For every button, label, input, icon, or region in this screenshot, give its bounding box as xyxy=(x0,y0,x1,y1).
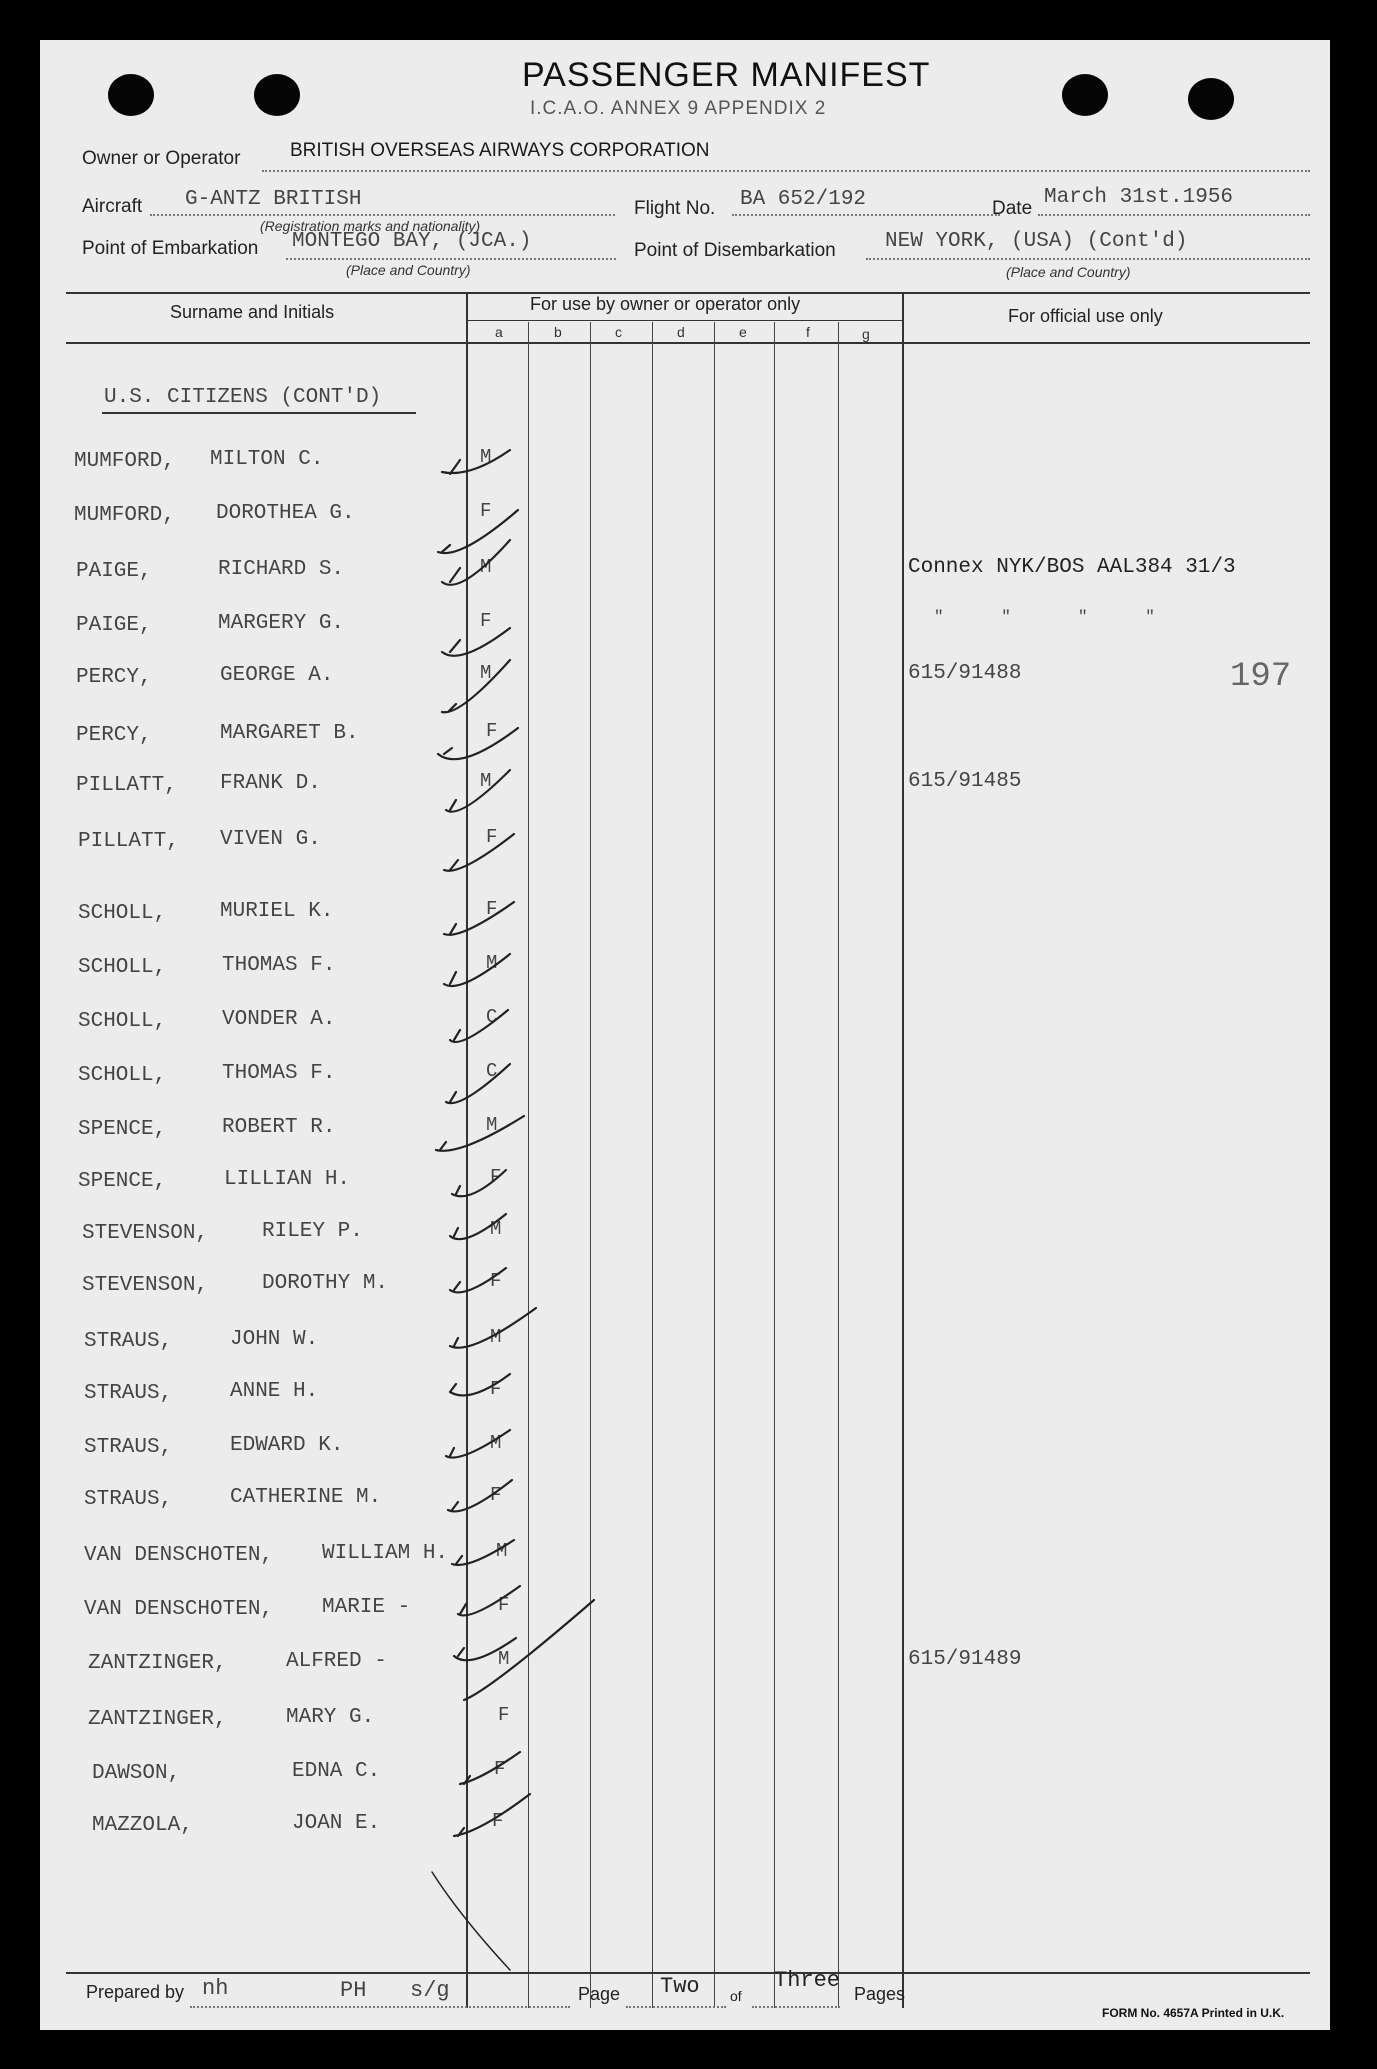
column-letter-f: f xyxy=(806,324,810,340)
passenger-initials: ROBERT R. xyxy=(222,1116,336,1139)
of-label: of xyxy=(730,1988,742,2004)
flight-label: Flight No. xyxy=(634,198,716,219)
passenger-initials: MARGARET B. xyxy=(220,722,359,745)
check-mark-icon xyxy=(460,1752,520,1784)
passenger-sex-code: F xyxy=(492,1810,504,1832)
official-note: 615/91488 xyxy=(908,662,1022,685)
column-letter-c: c xyxy=(615,324,622,340)
prepared-by-value: nh xyxy=(202,1976,229,2001)
check-mark-icon xyxy=(444,902,514,935)
aircraft-note: (Registration marks and nationality) xyxy=(260,218,481,234)
check-mark-icon xyxy=(442,628,510,656)
manifest-sheet xyxy=(40,40,1330,2030)
passenger-initials: MARIE - xyxy=(322,1596,411,1619)
check-mark-icon xyxy=(438,728,518,759)
aircraft-value: G-ANTZ BRITISH xyxy=(185,188,362,211)
check-mark-icon xyxy=(452,1540,514,1565)
passenger-sex-code: F xyxy=(486,720,498,742)
check-mark-icon xyxy=(450,1268,506,1292)
prepared-by-line xyxy=(190,2006,570,2008)
aircraft-label: Aircraft xyxy=(82,196,143,217)
passenger-initials: THOMAS F. xyxy=(222,1062,336,1085)
passenger-surname: MAZZOLA, xyxy=(92,1814,193,1837)
check-mark-icon xyxy=(442,540,510,585)
column-letter-g: g xyxy=(862,326,870,342)
passenger-initials: RICHARD S. xyxy=(218,558,345,581)
pages-label: Pages xyxy=(854,1984,906,2004)
passenger-sex-code: F xyxy=(490,1378,502,1400)
page-line xyxy=(626,2006,726,2008)
passenger-sex-code: F xyxy=(498,1704,510,1726)
column-letter-e: e xyxy=(739,324,747,340)
form-number: FORM No. 4657A Printed in U.K. xyxy=(1102,2006,1285,2020)
passenger-surname: MUMFORD, xyxy=(74,504,175,527)
official-use-column-header: For official use only xyxy=(1008,306,1163,326)
passenger-surname: MUMFORD, xyxy=(74,450,175,473)
passenger-sex-code: M xyxy=(480,662,492,684)
passenger-initials: JOAN E. xyxy=(292,1812,381,1835)
check-mark-icon xyxy=(450,1010,508,1042)
passenger-initials: FRANK D. xyxy=(220,772,321,795)
passenger-initials: LILLIAN H. xyxy=(224,1168,351,1191)
passenger-surname: STRAUS, xyxy=(84,1382,173,1405)
passenger-surname: SCHOLL, xyxy=(78,956,167,979)
check-mark-icon xyxy=(442,450,510,474)
embarkation-value: MONTEGO BAY, (JCA.) xyxy=(292,230,532,253)
passenger-sex-code: M xyxy=(490,1218,502,1240)
check-mark-icon xyxy=(446,1064,510,1103)
passenger-sex-code: M xyxy=(490,1326,502,1348)
passenger-surname: STRAUS, xyxy=(84,1330,173,1353)
page-subtitle: I.C.A.O. ANNEX 9 APPENDIX 2 xyxy=(530,98,827,119)
passenger-sex-code: M xyxy=(480,556,492,578)
of-line xyxy=(752,2006,840,2008)
passenger-surname: PAIGE, xyxy=(76,560,152,583)
passenger-surname: PERCY, xyxy=(76,724,152,747)
embarkation-label: Point of Embarkation xyxy=(82,238,259,259)
passenger-initials: VONDER A. xyxy=(222,1008,336,1031)
check-mark-icon xyxy=(464,1600,594,1700)
column-letter-a: a xyxy=(495,324,503,340)
official-note: 615/91489 xyxy=(908,1648,1022,1671)
passenger-initials: DOROTHEA G. xyxy=(216,502,355,525)
passenger-sex-code: F xyxy=(480,610,492,632)
passenger-initials: RILEY P. xyxy=(262,1220,363,1243)
passenger-sex-code: C xyxy=(486,1060,498,1082)
official-note: 615/91485 xyxy=(908,770,1022,793)
passenger-sex-code: M xyxy=(480,446,492,468)
passenger-initials: DOROTHY M. xyxy=(262,1272,389,1295)
passenger-initials: JOHN W. xyxy=(230,1328,319,1351)
page-title: PASSENGER MANIFEST xyxy=(522,56,931,94)
passenger-initials: ANNE H. xyxy=(230,1380,319,1403)
passenger-initials: MARGERY G. xyxy=(218,612,345,635)
check-mark-icon xyxy=(446,1430,510,1458)
passenger-sex-code: F xyxy=(490,1484,502,1506)
check-mark-icon xyxy=(458,1586,520,1615)
check-mark-icon xyxy=(436,1116,524,1151)
passenger-surname: STEVENSON, xyxy=(82,1222,209,1245)
passenger-surname: ZANTZINGER, xyxy=(88,1708,227,1731)
passenger-surname: SCHOLL, xyxy=(78,1064,167,1087)
passenger-surname: VAN DENSCHOTEN, xyxy=(84,1544,274,1567)
passenger-sex-code: F xyxy=(490,1166,502,1188)
column-letter-b: b xyxy=(554,324,562,340)
check-mark-icon xyxy=(438,510,518,553)
passenger-surname: PERCY, xyxy=(76,666,152,689)
page-label: Page xyxy=(578,1984,621,2004)
check-mark-icon xyxy=(450,1308,536,1348)
passenger-initials: MURIEL K. xyxy=(220,900,334,923)
check-mark-icon xyxy=(444,834,514,871)
passenger-sex-code: M xyxy=(486,952,498,974)
passenger-sex-code: M xyxy=(480,770,492,792)
passenger-sex-code: F xyxy=(486,826,498,848)
check-mark-icon xyxy=(444,954,510,986)
passenger-initials: WILLIAM H. xyxy=(322,1542,449,1565)
page-value: Two xyxy=(660,1974,700,1999)
sg-mark: s/g xyxy=(410,1978,450,2003)
passenger-sex-code: F xyxy=(486,898,498,920)
passenger-surname: VAN DENSCHOTEN, xyxy=(84,1598,274,1621)
passenger-sex-code: F xyxy=(494,1758,506,1780)
passenger-surname: ZANTZINGER, xyxy=(88,1652,227,1675)
passenger-surname: PAIGE, xyxy=(76,614,152,637)
passenger-initials: CATHERINE M. xyxy=(230,1486,382,1509)
passenger-initials: EDNA C. xyxy=(292,1760,381,1783)
section-heading: U.S. CITIZENS (CONT'D) xyxy=(104,386,382,409)
operator-label: Owner or Operator xyxy=(82,148,241,169)
check-mark-icon xyxy=(448,1480,512,1511)
passenger-sex-code: F xyxy=(498,1594,510,1616)
of-value: Three xyxy=(774,1968,841,1993)
embarkation-note: (Place and Country) xyxy=(346,262,471,278)
passenger-surname: PILLATT, xyxy=(76,774,177,797)
passenger-surname: SPENCE, xyxy=(78,1170,167,1193)
passenger-surname: STRAUS, xyxy=(84,1488,173,1511)
owner-use-column-header: For use by owner or operator only xyxy=(530,294,801,314)
passenger-surname: DAWSON, xyxy=(92,1762,181,1785)
check-mark-icon xyxy=(446,770,510,812)
passenger-sex-code: M xyxy=(496,1540,508,1562)
passenger-sex-code: M xyxy=(486,1114,498,1136)
passenger-sex-code: F xyxy=(480,500,492,522)
check-mark-icon xyxy=(450,1374,510,1395)
disembarkation-note: (Place and Country) xyxy=(1006,264,1131,280)
passenger-surname: STRAUS, xyxy=(84,1436,173,1459)
check-mark-icon xyxy=(450,1214,506,1239)
page-number-mark: 197 xyxy=(1230,658,1292,696)
column-letter-d: d xyxy=(677,324,685,340)
passenger-surname: SCHOLL, xyxy=(78,1010,167,1033)
surname-column-header: Surname and Initials xyxy=(170,302,335,322)
passenger-initials: MARY G. xyxy=(286,1706,375,1729)
passenger-sex-code: C xyxy=(486,1006,498,1028)
passenger-initials: MILTON C. xyxy=(210,448,324,471)
passenger-surname: PILLATT, xyxy=(78,830,179,853)
date-label: Date xyxy=(992,198,1033,219)
stray-pen-mark-icon xyxy=(432,1872,510,1970)
ph-mark: PH xyxy=(340,1978,367,2003)
check-mark-icon xyxy=(454,1638,516,1660)
passenger-initials: EDWARD K. xyxy=(230,1434,344,1457)
disembarkation-label: Point of Disembarkation xyxy=(634,240,836,261)
official-note: " " " " xyxy=(934,608,1155,626)
disembarkation-value: NEW YORK, (USA) (Cont'd) xyxy=(885,230,1188,253)
check-marks-layer xyxy=(40,40,1330,2030)
check-mark-icon xyxy=(442,660,510,712)
passenger-initials: THOMAS F. xyxy=(222,954,336,977)
passenger-initials: VIVEN G. xyxy=(220,828,321,851)
passenger-sex-code: M xyxy=(490,1432,502,1454)
passenger-initials: GEORGE A. xyxy=(220,664,334,687)
passenger-initials: ALFRED - xyxy=(286,1650,387,1673)
passenger-surname: SPENCE, xyxy=(78,1118,167,1141)
official-note: Connex NYK/BOS AAL384 31/3 xyxy=(908,556,1236,579)
passenger-surname: STEVENSON, xyxy=(82,1274,209,1297)
operator-value: BRITISH OVERSEAS AIRWAYS CORPORATION xyxy=(290,140,710,161)
prepared-by-label: Prepared by xyxy=(86,1982,185,2002)
check-mark-icon xyxy=(452,1170,506,1196)
date-value: March 31st.1956 xyxy=(1044,186,1234,209)
passenger-surname: SCHOLL, xyxy=(78,902,167,925)
check-mark-icon xyxy=(454,1794,530,1836)
flight-value: BA 652/192 xyxy=(740,188,867,211)
passenger-sex-code: F xyxy=(490,1270,502,1292)
passenger-sex-code: M xyxy=(498,1648,510,1670)
